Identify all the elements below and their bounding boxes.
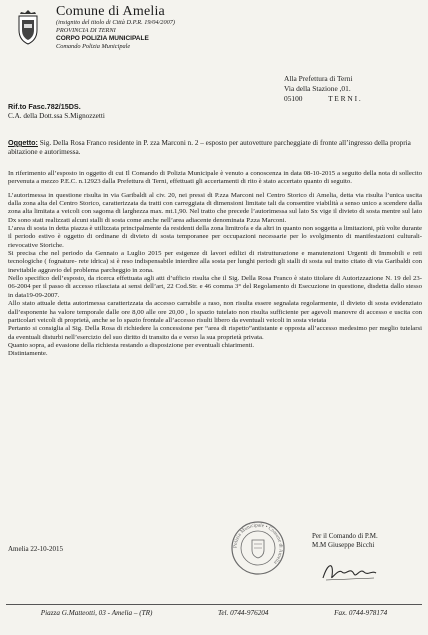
subject-label: Oggetto: [8,138,38,147]
handwritten-signature-icon [320,558,380,584]
municipality-title: Comune di Amelia [56,4,165,19]
letter-body [8,170,422,359]
body-paragraph: Allo stato attuale detta autorimessa caratterizzata da accesso carrabile a raso, non risulta essere segnalata regolarmente, il divieto di sosta evidenziato dall’esponente ha valore temporale dalle ore 8,00 alle ore 20,00 , lo spazio tutelato non risulta sufficiente per agevoli manovre di accesso e uscita con particolari veicoli di proprietà, anche se lo spazio frontale all’accesso risulti libero da eventuali veicoli in sosta vietata [8,300,422,324]
subject-text: Sig. Della Rosa Franco residente in P. zza Marconi n. 2 – esposto per autovetture parcheggiate di fronte all’ingresso della propria abitazione e autorimessa. [8,139,411,157]
signature-line-1: Per il Comando di P.M. [312,532,378,540]
body-paragraph: In riferimento all’esposto in oggetto di cui Il Comando di Polizia Municipale è venuto a conoscenza in data 08-10-2015 a seguito della nota di sollecito pervenuta a mezzo P.E.C. n.12923 dalla Prefettura di Terni, effettuati gli accertamenti di rito è stato accertato quanto di seguito. [8,170,422,186]
recipient-zip: 05100 [284,94,303,103]
corps-line: CORPO POLIZIA MUNICIPALE [56,35,149,42]
body-paragraph: Si precisa che nel periodo da Gennaio a Luglio 2015 per esigenze di lavori edilizi di ristrutturazione e manutenzioni Urgenti di Immobili e reti tecnologiche ( fognature- rete idrica) si è reso indispensabile interdire alla sosta per lunghi periodi gli stalli di sosta sul tratto citato di via Garibaldi con inevitabile aggravio del problema parcheggio in zona. [8,250,422,274]
municipality-subtitle: (insignito del titolo di Città D.P.R. 19/04/2007) [56,19,176,26]
recipient-line-2: Via della Stazione ,01. [284,84,351,93]
letter-date: Amelia 22-10-2015 [8,545,64,553]
reference-block [8,102,105,121]
signature-line-2: M.M Giuseppe Bicchi [312,541,375,549]
recipient-city: T E R N I . [328,94,361,103]
attention-line: C.A. della Dott.ssa S.Mignozzetti [8,111,105,120]
recipient-line-1: Alla Prefettura di Terni [284,74,353,83]
body-paragraph: Distintamente. [8,350,48,358]
footer-address: Piazza G.Matteotti, 03 - Amelia – (TR) [40,609,153,617]
body-paragraph: Nello specifico dell’esposto, da ricerca effettuata agli atti d’ufficio risulta che il Sig. Della Rosa Franco è stato titolare di Autorizzazione N. 19 del 23-06-2004 per il passo di accesso rilasciata ai sensi dell’art, 22 Cod.Str. e 46 comma 3° del Regolamento di Esecuzione in questione, disdetta dallo stesso in data19-09-2007. [8,275,422,299]
province-line: PROVINCIA DI TERNI [56,27,116,34]
coat-of-arms-icon [14,8,42,46]
seal-text: Polizia Municipale • Comune di Amelia [232,522,284,566]
recipient-line-3 [284,94,424,104]
subject-block [8,138,422,158]
signature-block [312,532,426,550]
recipient-address [284,74,424,104]
body-paragraph: L’autorimessa in questione risulta in via Garibaldi al civ. 20, nei pressi di P.zza Marconi nel Centro Storico di Amelia, detta via risulta l’unica uscita dalla zona alta del Centro Storico, caratterizzata da tratti con carreggiata di dimensioni limitate tali da consentire viabilità a senso unico a scendere dalla zona alta limitata a veicoli con sagoma di larghezza max. mt.1,90. Nel tratto che precede l’autorimessa sul lato Sx vige il divieto di sosta mentre sul lato Dx sono stati realizzati alcuni stalli di sosta come anche nell’area adiacente denominata P.zza Marconi. [8,191,422,224]
body-paragraph: L’area di sosta in detta piazza è utilizzata principalmente da residenti della zona limitrofa e da altri in quanto non soggetta a limitazioni, più volte durante il periodo estivo è oggetto di ordinane di divieto di sosta temporanee per occupazioni necessarie per lo svolgimento di manifestazioni culturali- rievocative Storiche. [8,225,422,249]
letterhead [56,4,316,51]
official-stamp-icon [230,520,286,576]
body-paragraph: Pertanto si consiglia al Sig. Della Rosa di richiedere la concessione per “area di rispetto”antistante e opposta all’accesso medesimo per meglio tutelarsi da eventuali disturbi nell’esercizio del suo diritto di transito da e verso la sua proprietà privata. [8,325,422,341]
footer-divider [6,604,422,605]
file-reference: Rif.to Fasc.782/15DS. [8,102,81,111]
body-paragraph: Quanto sopra, ad evasione della richiesta restando a disposizione per eventuali chiarimenti. [8,341,255,349]
command-line: Comando Polizia Municipale [56,43,131,50]
footer-phone: Tel. 0744-976204 [218,609,269,617]
footer [8,609,420,617]
footer-fax: Fax. 0744-978174 [334,609,388,617]
